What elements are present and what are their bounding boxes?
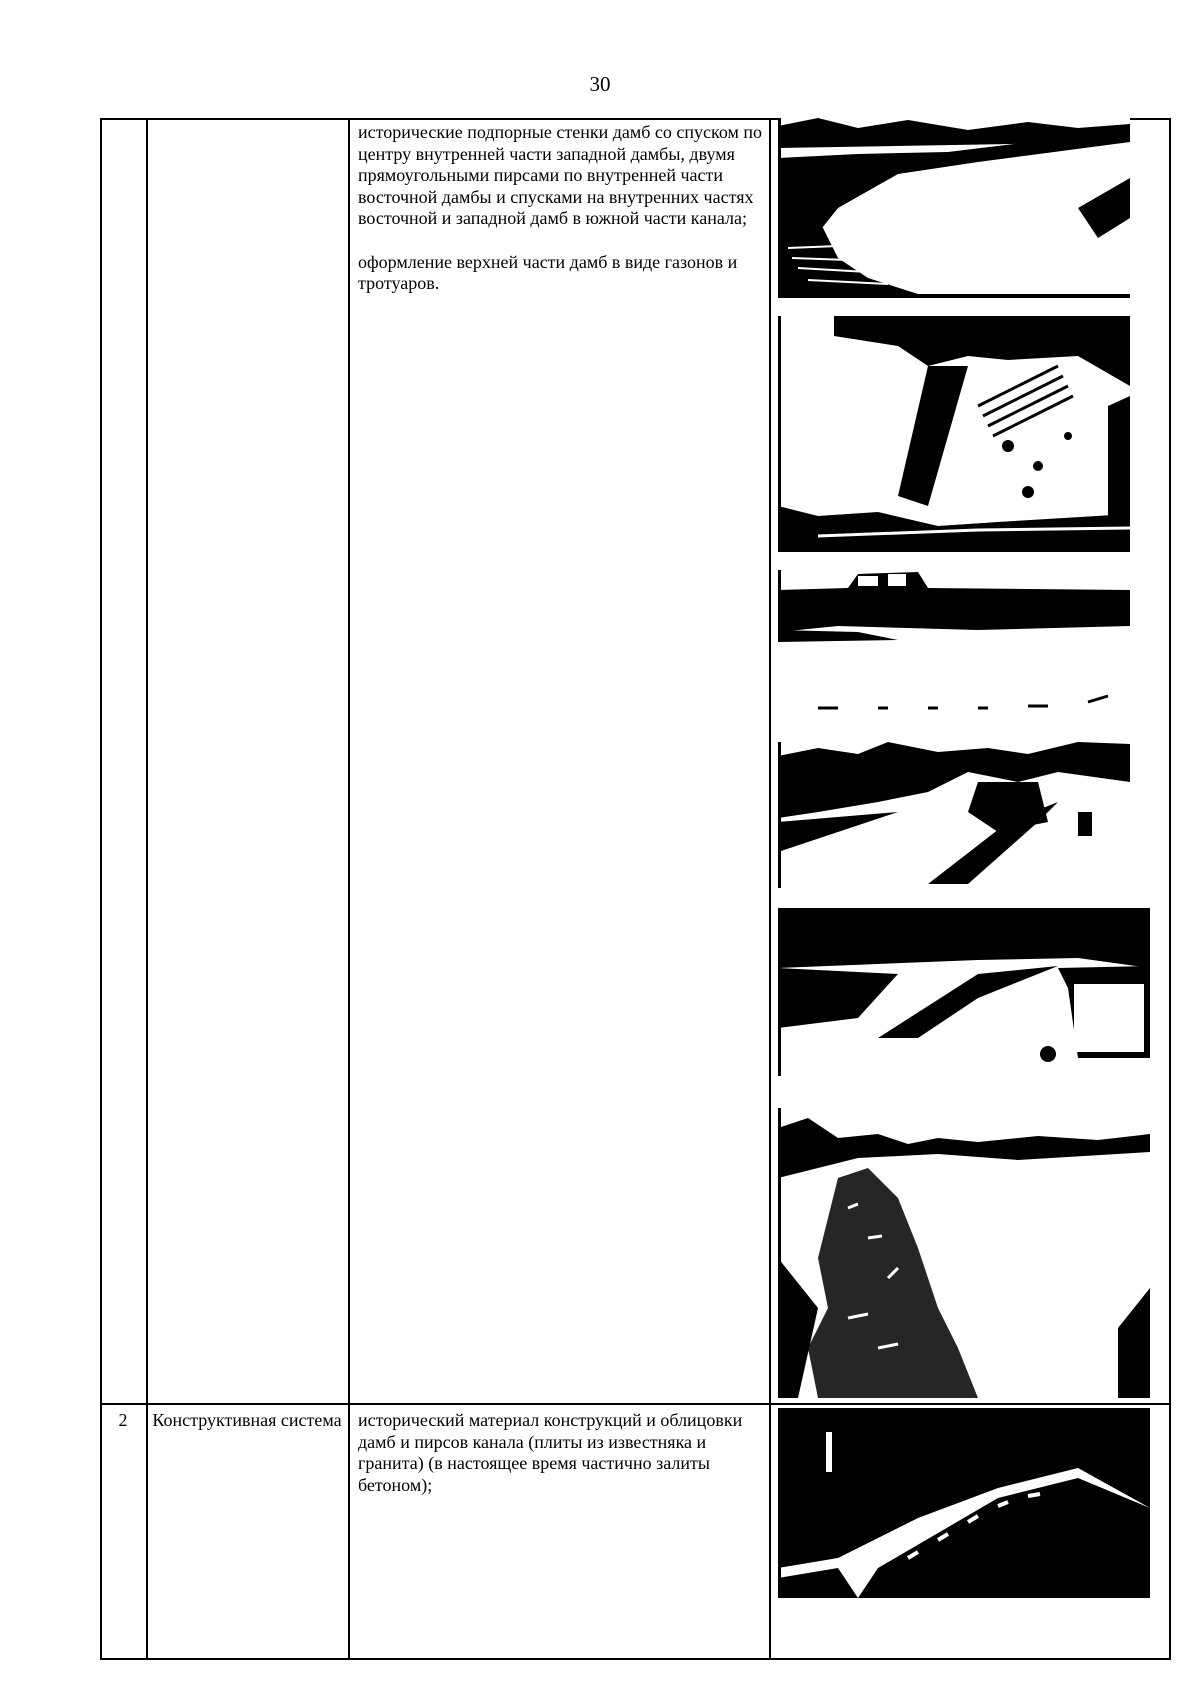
description-paragraph: исторические подпорные стенки дамб со спуском по центру внутренней части западной дамбы, двумя прямоугольными пирсами по внутренней части восточной дамбы и спусками на внутренних частях восточной и западной дамб в южной части канала; [358,122,763,228]
row-2-description [358,1410,768,1496]
table-bottom-border [100,1658,1171,1660]
page-number: 30 [589,72,611,96]
column-divider-3 [769,118,771,1660]
row-divider [100,1403,1171,1405]
photo-dam-masonry [778,1408,1150,1598]
photo-canal-embankment [778,118,1130,298]
photo-dam-descent-stairs [778,316,1130,552]
photo-dam-descent [778,1108,1150,1398]
table-right-border [1169,118,1171,1660]
description-paragraph: оформление верхней части дамб в виде газонов и тротуаров. [358,251,738,293]
row-1-description [358,122,768,295]
photo-dam-walkway [778,742,1130,888]
photo-canal-panorama [778,570,1130,720]
description-paragraph: исторический материал конструкций и облицовки дамб и пирсов канала (плиты из известняка и гранита) (в настоящее время частично залиты бетоном); [358,1410,743,1495]
row-2-element-name: Конструктивная система [152,1410,342,1430]
monument-subject-table [100,118,1171,1660]
row-2-number: 2 [118,1410,128,1430]
photo-pier [778,908,1150,1076]
column-divider-2 [348,118,350,1660]
